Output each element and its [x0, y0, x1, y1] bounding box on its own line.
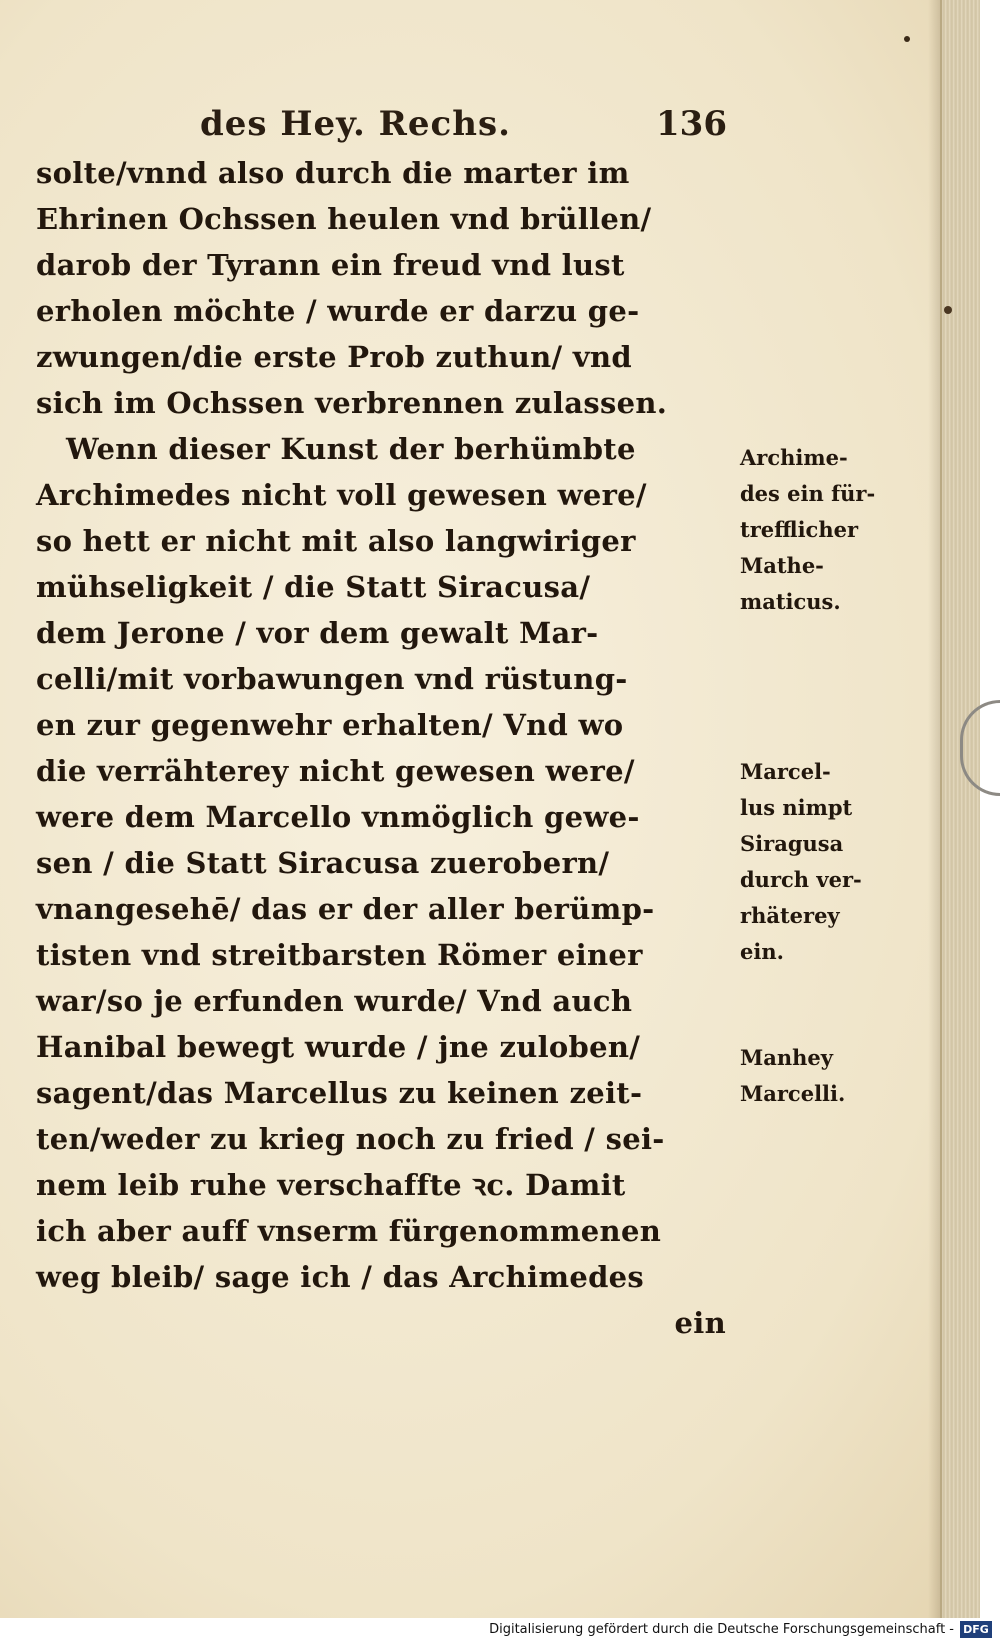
marginal-note-archimedes: [740, 440, 920, 620]
text-line: celli/mit vorbawungen vnd rüstung-: [36, 662, 628, 696]
text-line: darob der Tyrann ein freud vnd lust: [36, 248, 625, 282]
marginal-line: des ein für-: [740, 481, 876, 506]
page-edges: [940, 0, 980, 1618]
marginal-line: rhäterey: [740, 903, 840, 928]
ink-speck: [944, 306, 952, 314]
marginal-line: Manhey: [740, 1045, 833, 1070]
text-line: Wenn dieser Kunst der berhümbte: [66, 432, 636, 466]
text-line: tisten vnd streitbarsten Römer einer: [36, 938, 643, 972]
footer: [0, 1618, 1000, 1644]
marginal-line: durch ver-: [740, 867, 862, 892]
text-line: sich im Ochssen verbrennen zulassen.: [36, 386, 668, 420]
text-line: weg bleib/ sage ich / das Archimedes: [36, 1260, 645, 1294]
text-line: Hanibal bewegt wurde / jne zuloben/: [36, 1030, 641, 1064]
text-line: en zur gegenwehr erhalten/ Vnd wo: [36, 708, 624, 742]
text-line: vnangesehē/ das er der aller berümp-: [36, 892, 655, 926]
text-line: so hett er nicht mit also langwiriger: [36, 524, 636, 558]
running-head: des Hey. Rechs.: [200, 104, 511, 144]
text-line: die verrähterey nicht gewesen were/: [36, 754, 635, 788]
marginal-line: Archime-: [740, 445, 848, 470]
page-number: 136: [656, 104, 727, 144]
dfg-logo: DFG: [960, 1621, 992, 1638]
ink-dot: [904, 36, 910, 42]
text-line: zwungen/die erste Prob zuthun/ vnd: [36, 340, 632, 374]
marginal-note-marcellus: [740, 754, 920, 970]
body-text: [36, 150, 736, 1346]
text-line: Archimedes nicht voll gewesen were/: [36, 478, 647, 512]
marginal-line: Mathe-: [740, 553, 824, 578]
marginal-line: maticus.: [740, 589, 841, 614]
marginal-line: trefflicher: [740, 517, 859, 542]
text-line: were dem Marcello vnmöglich gewe-: [36, 800, 640, 834]
text-line: dem Jerone / vor dem gewalt Mar-: [36, 616, 599, 650]
marginal-line: Siragusa: [740, 831, 844, 856]
text-line: war/so je erfunden wurde/ Vnd auch: [36, 984, 633, 1018]
page-header: [0, 104, 980, 156]
text-line: ten/weder zu krieg noch zu fried / sei-: [36, 1122, 665, 1156]
marginal-line: Marcelli.: [740, 1081, 846, 1106]
text-line: sen / die Statt Siracusa zuerobern/: [36, 846, 610, 880]
text-line: mühseligkeit / die Statt Siracusa/: [36, 570, 591, 604]
text-line: erholen möchte / wurde er darzu ge-: [36, 294, 640, 328]
text-line: ich aber auff vnserm fürgenommenen: [36, 1214, 662, 1248]
text-line: Ehrinen Ochssen heulen vnd brüllen/: [36, 202, 652, 236]
catchword: ein: [674, 1306, 726, 1340]
marginal-line: lus nimpt: [740, 795, 853, 820]
text-line: nem leib ruhe verschaffte ꝛc. Damit: [36, 1168, 626, 1202]
marginal-line: Marcel-: [740, 759, 831, 784]
marginal-note-manhey: [740, 1040, 920, 1112]
text-line: solte/vnnd also durch die marter im: [36, 156, 630, 190]
footer-credit: Digitalisierung gefördert durch die Deutsche Forschungsgemeinschaft -: [489, 1622, 954, 1637]
marginal-line: ein.: [740, 939, 784, 964]
text-line: sagent/das Marcellus zu keinen zeit-: [36, 1076, 643, 1110]
